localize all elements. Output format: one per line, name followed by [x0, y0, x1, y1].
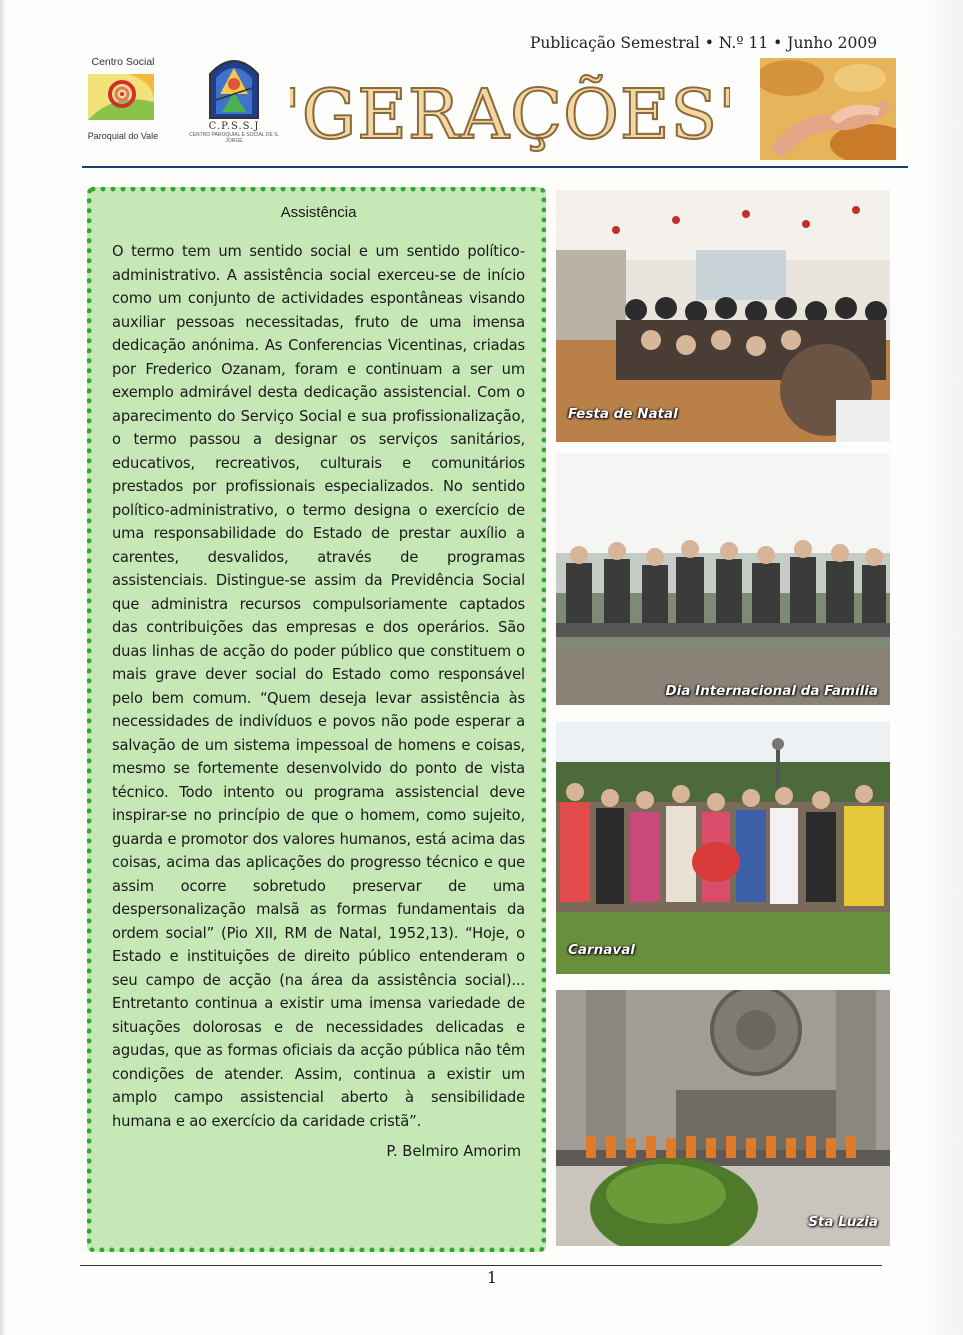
spiral-logo-icon	[84, 72, 162, 124]
logo-left-bottom-text: Paroquial do Vale	[87, 131, 159, 141]
publication-info: Publicação Semestral • N.º 11 • Junho 2009	[530, 34, 878, 52]
photo-sta-luzia	[556, 990, 890, 1246]
footer-rule	[80, 1265, 882, 1266]
photo-dia-familia	[556, 453, 890, 705]
header-rule	[82, 166, 908, 168]
scan-edge-left	[0, 0, 6, 1335]
scan-edge-right	[923, 0, 963, 1335]
page-number: 1	[486, 1268, 498, 1287]
article-title: Assistência	[280, 204, 357, 221]
hands-photo	[760, 58, 896, 160]
photo-caption: Carnaval	[568, 942, 635, 958]
stained-glass-logo-icon	[206, 54, 262, 120]
photo-festa-de-natal	[556, 190, 890, 442]
article-box	[87, 187, 546, 1252]
cpssj-logo	[186, 54, 282, 150]
photo-caption: Festa de Natal	[568, 406, 678, 422]
logo-right-subtext: CENTRO PAROQUIAL E SOCIAL DE S. JORGE	[189, 132, 279, 144]
article-author: P. Belmiro Amorim	[386, 1143, 521, 1160]
article-body: O termo tem um sentido social e um sentido político-administrativo. A assistência social exerceu-se de início como um conjunto de actividades espontâneas visando auxiliar pessoas necessitadas, fruto de uma imensa dedicação anónima. As Conferencias Vicentinas, criadas por Frederico Ozanam, foram e continuam a ser um exemplo admirável desta dedicação assistencial. Com o aparecimento do Serviço Social e sua profissionalização, o termo passou a designar os serviços sanitários, educativos, recreativos, culturais e comunitários prestados por profissionais especializados. No sentido político-administrativo, o termo designa o exercício de uma responsabilidade do Estado de prestar auxílio a carentes, desvalidos, através de programas assistenciais. Distingue-se assim da Previdência Social que administra recursos compulsoriamente captados das contribuições das empresas e dos operários. São duas linhas de acção do poder público que constituem o mais grave dever social do Estado como responsável pelo bem comum. “Quem deseja levar assistência às necessidades de indivíduos e povos não pode esperar a salvação de um sistema impessoal de homens e coisas, mesmo se fortemente desenvolvido do ponto de vista técnico. Todo intento ou programa assistencial deve inspirar-se no princípio de que o homem, como sujeito, guarda e promotor dos valores humanos, está acima das coisas, acima das aplicações do progresso técnico e que assim ocorre sobretudo preservar de uma despersonalização malsã as formas fundamentais da ordem social” (Pio XII, RM de Natal, 1952,13). “Hoje, o Estado e instituições de direito público entenderam o seu campo de acção (na área da assistência social)... Entretanto continua a existir uma imensa variedade de situações dolorosas e de necessidades delicadas e agudas, que as formas oficiais da acção pública não têm condições de atender. Assim, continua a existir um amplo campo assistencial aberto à sensibilidade humana e ao exercício da caridade cristã”.	[112, 243, 525, 1130]
photo-caption: Sta Luzia	[808, 1214, 878, 1230]
logo-left-top-text: Centro Social	[91, 56, 155, 68]
newsletter-title	[290, 60, 730, 170]
photo-carnaval	[556, 722, 890, 974]
photo-caption: Dia Internacional da Família	[665, 683, 878, 699]
title-text: "GERAÇÕES"	[290, 76, 730, 155]
centro-social-logo	[84, 56, 162, 148]
logo-right-text: C.P.S.S.J	[208, 121, 260, 132]
